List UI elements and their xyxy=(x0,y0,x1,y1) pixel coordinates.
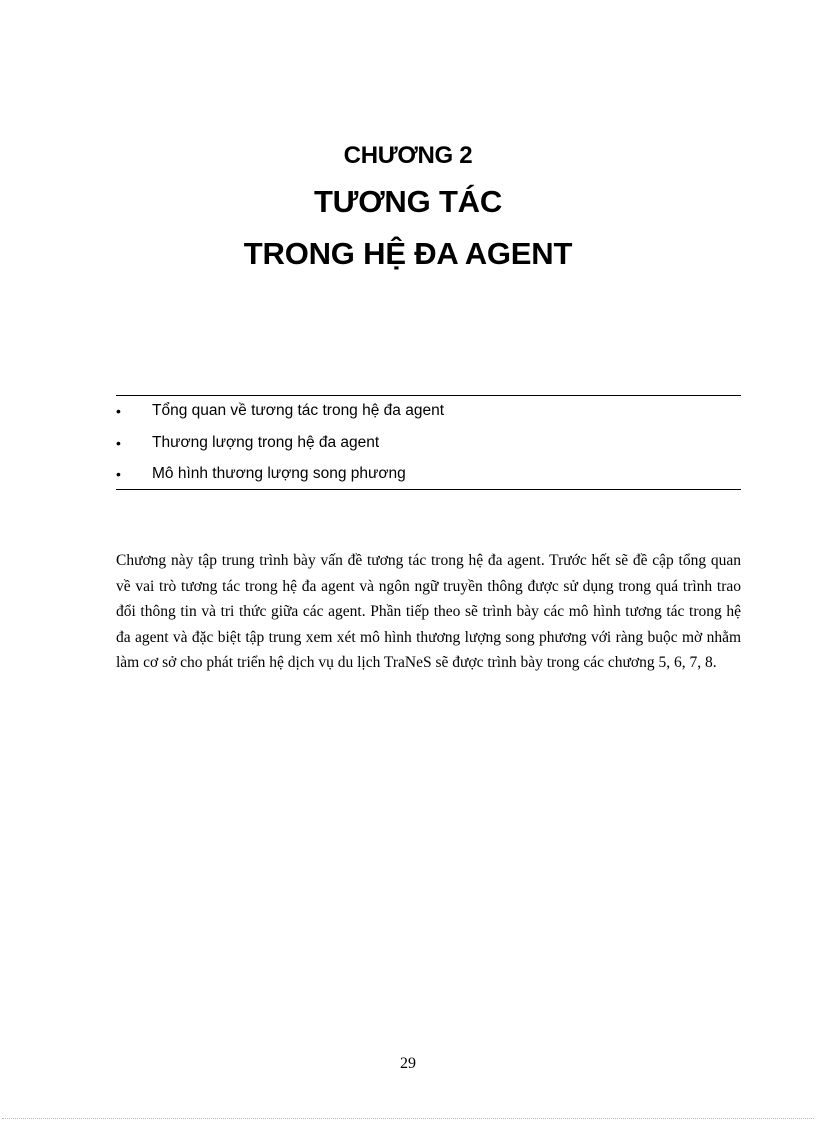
bullet-icon: • xyxy=(116,466,121,482)
intro-paragraph: Chương này tập trung trình bày vấn đề tương tác trong hệ đa agent. Trước hết sẽ đề cập tổng quan về vai trò tương tác trong hệ đa agent và ngôn ngữ truyền thông được sử dụng trong quá trình trao đổi thông tin và tri thức giữa các agent. Phần tiếp theo sẽ trình bày các mô hình tương tác trong hệ đa agent và đặc biệt tập trung xem xét mô hình thương lượng song phương với ràng buộc mờ nhằm làm cơ sở cho phát triển hệ dịch vụ du lịch TraNeS sẽ được trình bày trong các chương 5, 6, 7, 8. xyxy=(116,552,741,671)
outline-item xyxy=(116,430,741,462)
page-number: 29 xyxy=(400,1055,416,1072)
outline-bottom-rule xyxy=(116,489,741,490)
chapter-label: CHƯƠNG 2 xyxy=(343,142,473,169)
outline-item xyxy=(116,461,741,493)
outline-item-text: Thương lượng trong hệ đa agent xyxy=(152,433,380,451)
bullet-icon: • xyxy=(116,434,121,451)
outline-top-rule xyxy=(116,395,741,396)
outline-item xyxy=(116,398,741,430)
chapter-title-line-1: TƯƠNG TÁC xyxy=(313,184,503,219)
page-bottom-edge xyxy=(2,1118,814,1119)
chapter-title-line-2: TRONG HỆ ĐA AGENT xyxy=(243,236,573,271)
outline-item-text: Tổng quan về tương tác trong hệ đa agent xyxy=(152,402,444,419)
chapter-outline-list xyxy=(116,398,741,493)
outline-item-text: Mô hình thương lượng song phương xyxy=(152,465,406,482)
bullet-icon: • xyxy=(116,403,121,419)
